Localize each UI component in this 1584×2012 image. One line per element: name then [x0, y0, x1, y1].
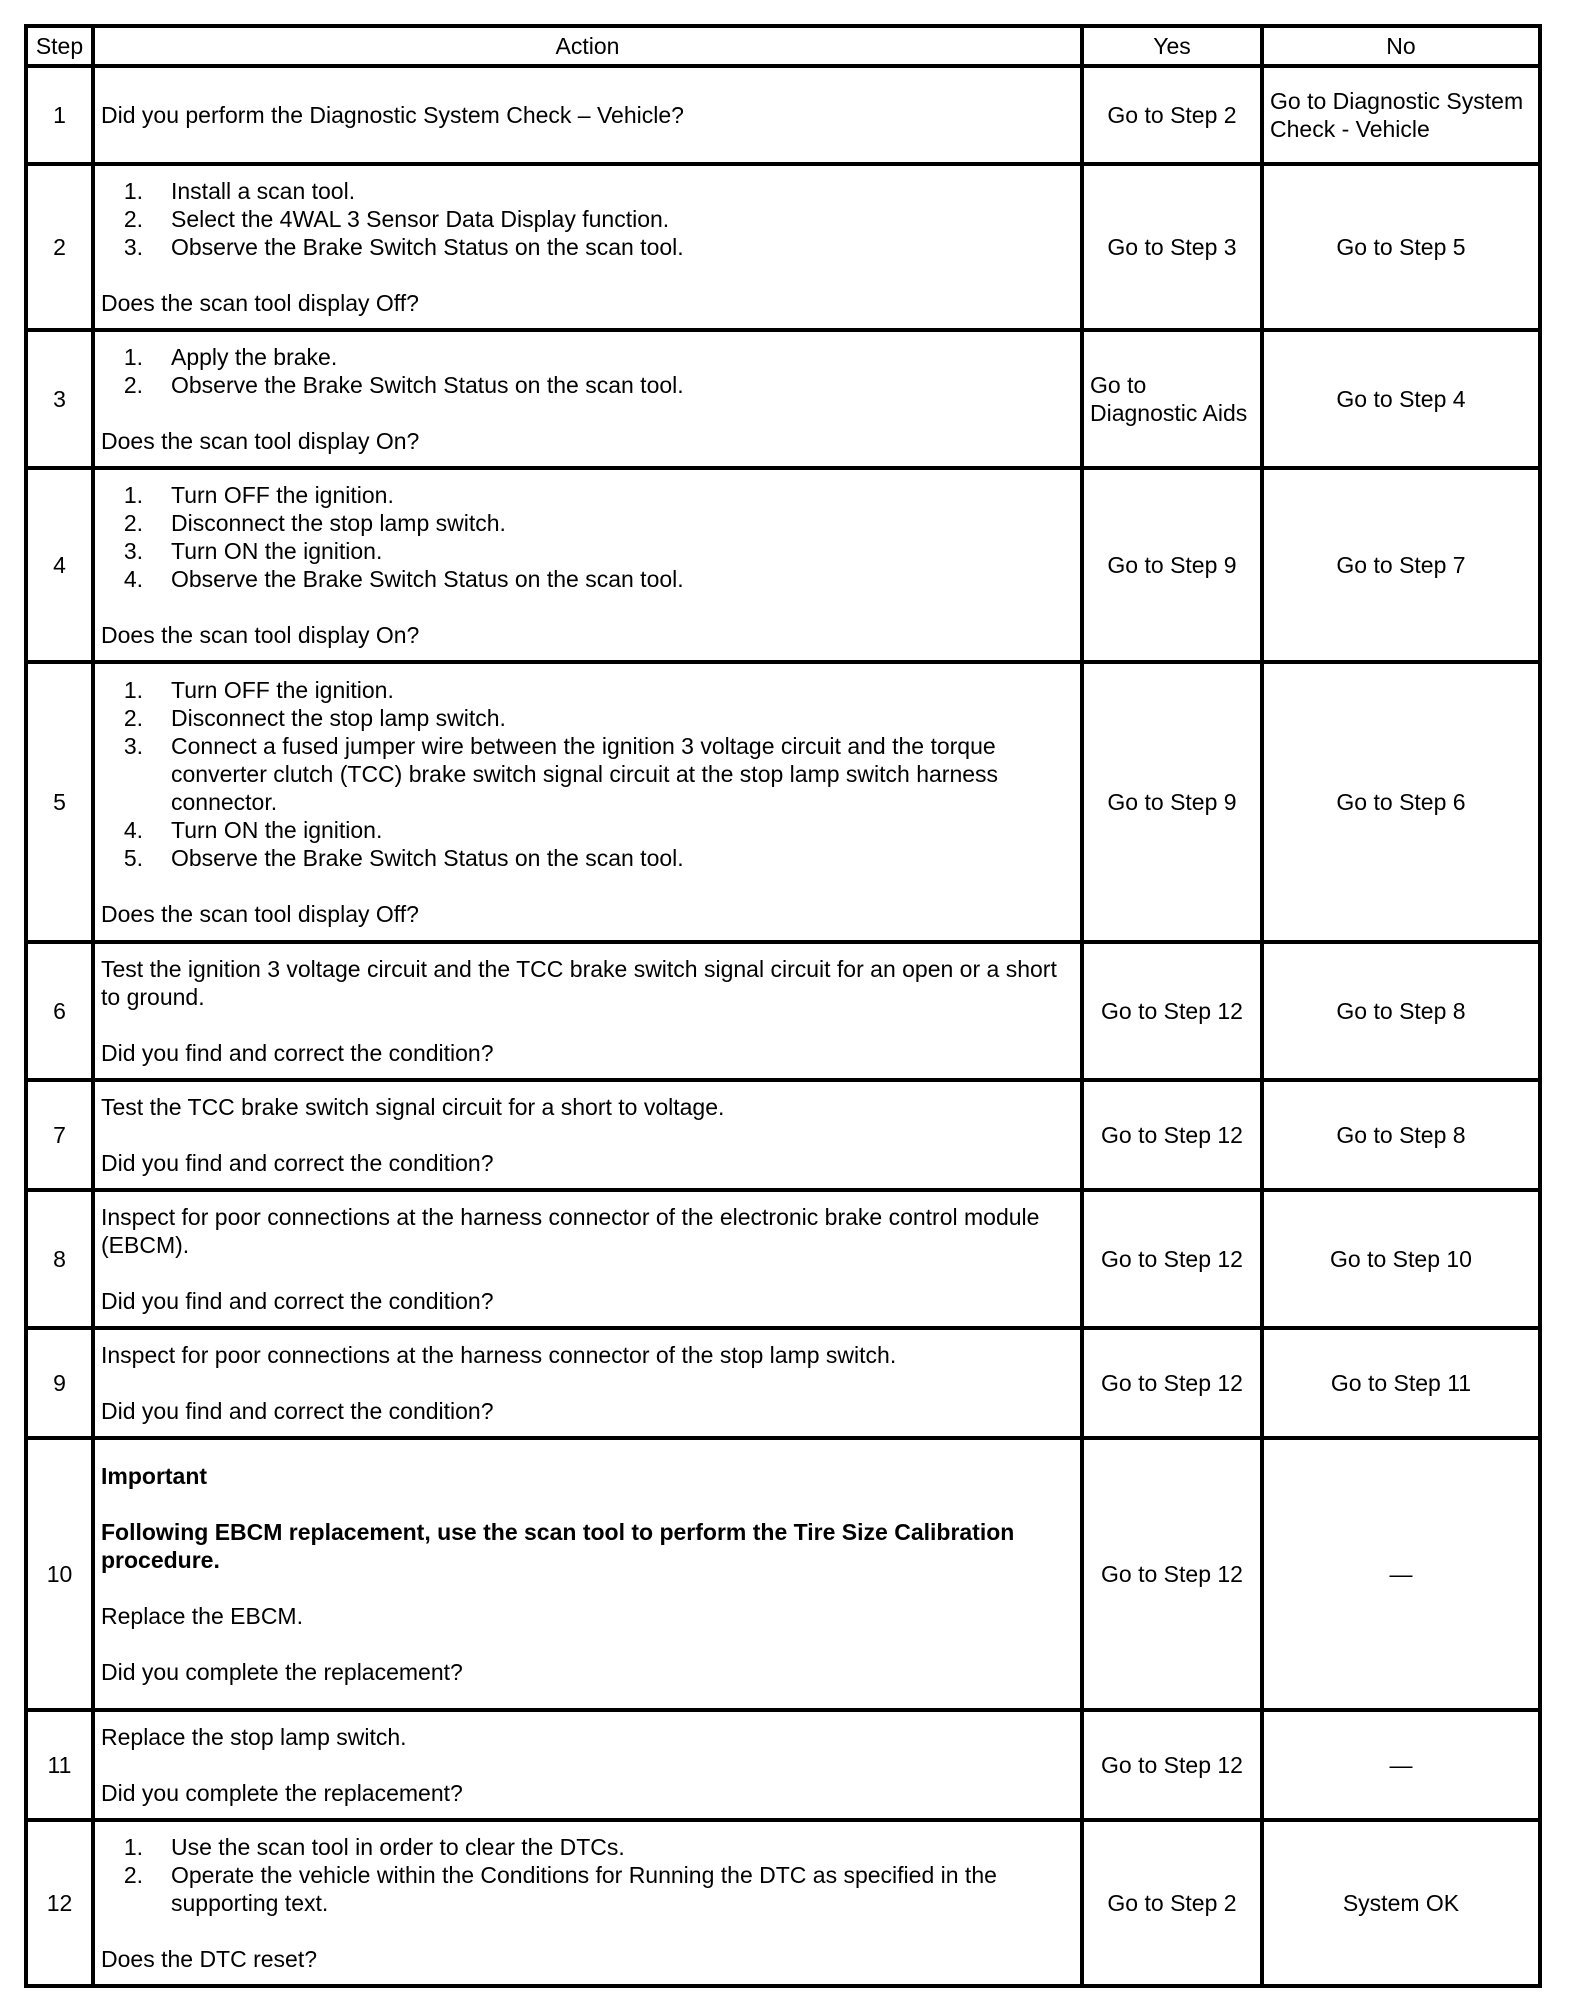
- header-no: No: [1262, 26, 1540, 66]
- header-action: Action: [93, 26, 1082, 66]
- list-item: 1. Install a scan tool.: [123, 178, 356, 204]
- list-item: 4. Turn ON the ignition.: [123, 817, 383, 843]
- yes-cell: Go to Step 9: [1082, 662, 1262, 942]
- action-text: Replace the EBCM.: [101, 1603, 303, 1629]
- list-item: 1. Apply the brake.: [123, 344, 338, 370]
- no-cell: Go to Step 6: [1262, 662, 1540, 942]
- no-cell: System OK: [1262, 1820, 1540, 1986]
- action-cell: [93, 662, 1082, 942]
- action-list: [101, 1833, 1074, 1917]
- action-cell: [93, 1820, 1082, 1986]
- list-item: 3. Connect a fused jumper wire between the ignition 3 voltage circuit and the torque converter clutch (TCC) brake switch signal circuit at the stop lamp switch harness connector.: [123, 733, 999, 815]
- table-row: [26, 164, 1540, 330]
- list-item: 2. Operate the vehicle within the Conditions for Running the DTC as specified in the supporting text.: [123, 1862, 997, 1916]
- action-question: Does the DTC reset?: [101, 1946, 318, 1972]
- action-text: Inspect for poor connections at the harness connector of the stop lamp switch.: [101, 1342, 897, 1368]
- action-cell: [93, 66, 1082, 164]
- action-text: Test the ignition 3 voltage circuit and the TCC brake switch signal circuit for an open or a short to ground.: [101, 956, 1057, 1010]
- important-note: Following EBCM replacement, use the scan tool to perform the Tire Size Calibration procedure.: [101, 1519, 1015, 1573]
- yes-cell: Go to Step 9: [1082, 468, 1262, 662]
- yes-cell: Go to Step 12: [1082, 1190, 1262, 1328]
- no-cell: Go to Step 4: [1262, 330, 1540, 468]
- step-number: 11: [26, 1710, 93, 1820]
- action-cell: [93, 1190, 1082, 1328]
- list-item: 2. Disconnect the stop lamp switch.: [123, 705, 506, 731]
- table-row: [26, 1190, 1540, 1328]
- step-number: 3: [26, 330, 93, 468]
- yes-cell: Go to Step 12: [1082, 1328, 1262, 1438]
- list-item: 1. Turn OFF the ignition.: [123, 482, 394, 508]
- step-number: 10: [26, 1438, 93, 1710]
- action-text: Replace the stop lamp switch.: [101, 1724, 407, 1750]
- step-number: 5: [26, 662, 93, 942]
- action-question: Does the scan tool display On?: [101, 428, 420, 454]
- list-item: 1. Use the scan tool in order to clear the DTCs.: [123, 1834, 625, 1860]
- table-row: [26, 468, 1540, 662]
- table-row: [26, 1080, 1540, 1190]
- table-row: [26, 1820, 1540, 1986]
- list-item: 2. Disconnect the stop lamp switch.: [123, 510, 506, 536]
- no-cell: Go to Step 8: [1262, 942, 1540, 1080]
- no-cell: Go to Step 5: [1262, 164, 1540, 330]
- action-cell: [93, 330, 1082, 468]
- action-list: [101, 676, 1074, 872]
- table-row: [26, 330, 1540, 468]
- step-number: 1: [26, 66, 93, 164]
- step-number: 7: [26, 1080, 93, 1190]
- step-number: 12: [26, 1820, 93, 1986]
- step-number: 9: [26, 1328, 93, 1438]
- no-cell: —: [1262, 1438, 1540, 1710]
- action-question: Did you find and correct the condition?: [101, 1288, 494, 1314]
- header-step: Step: [26, 26, 93, 66]
- header-yes: Yes: [1082, 26, 1262, 66]
- no-cell: Go to Step 11: [1262, 1328, 1540, 1438]
- yes-cell: Go to Step 12: [1082, 942, 1262, 1080]
- yes-cell: Go to Step 2: [1082, 1820, 1262, 1986]
- no-cell: —: [1262, 1710, 1540, 1820]
- important-heading: Important: [101, 1463, 208, 1489]
- list-item: 1. Turn OFF the ignition.: [123, 677, 394, 703]
- list-item: 2. Select the 4WAL 3 Sensor Data Display function.: [123, 206, 670, 232]
- action-cell: [93, 1328, 1082, 1438]
- step-number: 8: [26, 1190, 93, 1328]
- action-text: Did you perform the Diagnostic System Check – Vehicle?: [101, 102, 684, 128]
- yes-cell: Go to Step 12: [1082, 1080, 1262, 1190]
- action-question: Did you complete the replacement?: [101, 1780, 463, 1806]
- list-item: 3. Observe the Brake Switch Status on the scan tool.: [123, 234, 684, 260]
- table-row: [26, 662, 1540, 942]
- action-cell: [93, 468, 1082, 662]
- action-question: Does the scan tool display On?: [101, 622, 420, 648]
- step-number: 6: [26, 942, 93, 1080]
- action-question: Did you find and correct the condition?: [101, 1150, 494, 1176]
- yes-cell: Go to Diagnostic Aids: [1082, 330, 1262, 468]
- action-cell: [93, 942, 1082, 1080]
- no-cell: Go to Step 8: [1262, 1080, 1540, 1190]
- action-question: Did you complete the replacement?: [101, 1659, 463, 1685]
- list-item: 5. Observe the Brake Switch Status on the scan tool.: [123, 845, 684, 871]
- yes-cell: Go to Step 12: [1082, 1438, 1262, 1710]
- action-question: Does the scan tool display Off?: [101, 290, 419, 316]
- action-list: [101, 177, 1074, 261]
- no-cell: Go to Diagnostic System Check - Vehicle: [1262, 66, 1540, 164]
- table-row: [26, 942, 1540, 1080]
- yes-cell: Go to Step 2: [1082, 66, 1262, 164]
- header-row: [26, 26, 1540, 66]
- action-cell: [93, 1080, 1082, 1190]
- action-text: Inspect for poor connections at the harness connector of the electronic brake control module (EBCM).: [101, 1204, 1040, 1258]
- action-question: Does the scan tool display Off?: [101, 901, 419, 927]
- action-question: Did you find and correct the condition?: [101, 1398, 494, 1424]
- diagnostic-table: [24, 24, 1542, 1988]
- table-row: [26, 1328, 1540, 1438]
- table-row: [26, 1438, 1540, 1710]
- table-row: [26, 66, 1540, 164]
- list-item: 3. Turn ON the ignition.: [123, 538, 383, 564]
- action-question: Did you find and correct the condition?: [101, 1040, 494, 1066]
- action-list: [101, 481, 1074, 593]
- no-cell: Go to Step 7: [1262, 468, 1540, 662]
- list-item: 4. Observe the Brake Switch Status on the scan tool.: [123, 566, 684, 592]
- action-text: Test the TCC brake switch signal circuit for a short to voltage.: [101, 1094, 725, 1120]
- yes-cell: Go to Step 3: [1082, 164, 1262, 330]
- step-number: 2: [26, 164, 93, 330]
- no-cell: Go to Step 10: [1262, 1190, 1540, 1328]
- action-list: [101, 343, 1074, 399]
- action-cell: [93, 164, 1082, 330]
- yes-cell: Go to Step 12: [1082, 1710, 1262, 1820]
- action-cell: [93, 1438, 1082, 1710]
- table-row: [26, 1710, 1540, 1820]
- action-cell: [93, 1710, 1082, 1820]
- step-number: 4: [26, 468, 93, 662]
- list-item: 2. Observe the Brake Switch Status on the scan tool.: [123, 372, 684, 398]
